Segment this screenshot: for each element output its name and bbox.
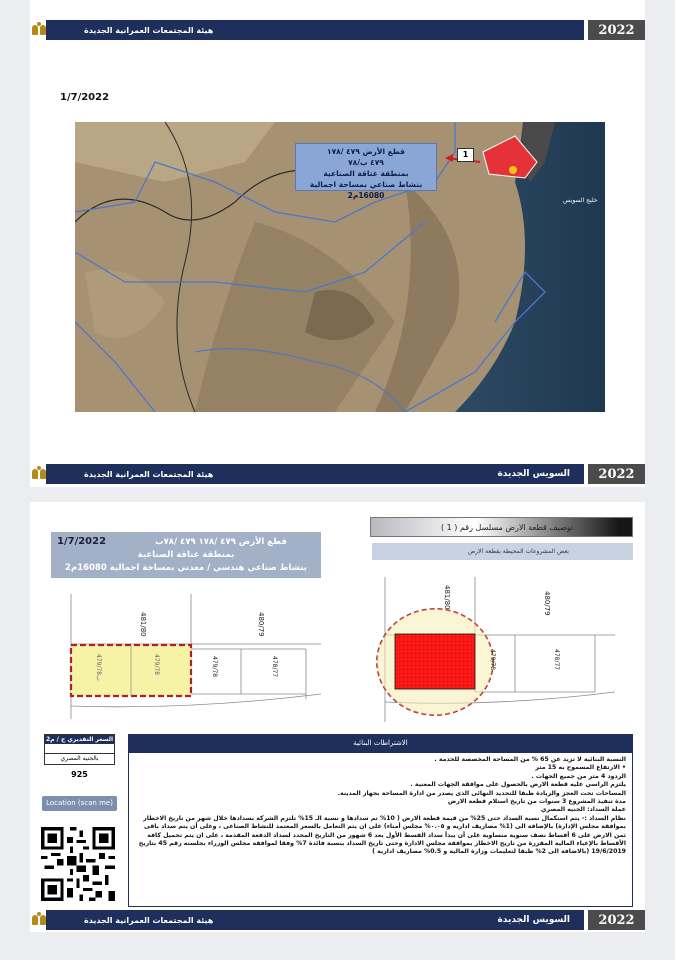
condition-line: مدة تنفيذ المشروع 3 سنوات من تاريخ استلام قطعة الارض — [447, 798, 626, 806]
footer-title-bar — [46, 910, 584, 930]
price-header — [44, 734, 115, 754]
location-scan-button[interactable]: Location (scan me) — [42, 796, 117, 811]
plot-label-478: 478/77 — [271, 656, 278, 678]
label-line-1: قطع الأرض ٤٧٩ /١٧٨ ٤٧٩ /٧٨ب — [155, 537, 287, 547]
label-line-3: بنشاط صناعي هندسي / معدني بمساحة اجمالية 16080م2 — [65, 563, 307, 573]
plot-label-box — [51, 532, 321, 578]
plot-label-479a: 479/78 — [153, 654, 160, 676]
sketch-left-graphic — [51, 594, 321, 719]
plot-label-479: 479/78 — [489, 649, 496, 671]
condition-line: النسبة البنائية لا تزيد عن 65 % من المساحة المخصصة للخدمة . — [434, 756, 626, 763]
conditions-list — [128, 752, 633, 907]
footer-bar — [30, 464, 645, 484]
header-title-bar — [46, 20, 584, 40]
callout-line-2: ٤٧٩ ب/٧٨ — [348, 158, 384, 167]
price-unit: بالجنيه المصري — [44, 754, 115, 765]
location-qr-code[interactable] — [38, 824, 118, 904]
org-name: هيئة المجتمعات العمرانية الجديدة — [84, 469, 214, 479]
plot-number-marker: 1 — [457, 148, 474, 162]
description-title: توصيف قطعة الارض مسلسل رقم ( 1 ) — [441, 522, 574, 532]
plot-label-479b: 479/78ب — [95, 654, 102, 681]
description-subtitle: بعض المشروعات المحيطة بقطعة الارض — [468, 548, 569, 555]
plot-label-480: 480/79 — [543, 591, 551, 616]
condition-line: عملة السداد: الجنيه المصري — [540, 806, 626, 814]
gulf-label: خليج السويس — [563, 197, 598, 204]
condition-line: المساحات تحت العجز والزيادة طبقا للتحديد النهائى الذى يصدر من ادارة المساحة بجهاز المدينة. — [337, 789, 626, 797]
plot-label-481: 481/80 — [139, 612, 147, 637]
price-header-label: السعر التقديري ج / م2 — [45, 736, 114, 743]
map-page — [30, 0, 645, 487]
plot-callout — [295, 143, 437, 200]
condition-line: نظام السداد :- يتم استكمال نسبة السداد حتى 25% من قيمة قطعة الارض ( 10% تم سدادها و نسبة الـ 15% تلتزم الشركة بسدادها خلال شهر من تاريخ الاخطار بموافقة مجلس الإدارة) بالإضافة الى (1% مصاريف اداريه و ٠.٠٥% مجلس أمناء) على ان يتم التعامل بالسعر المعتمد للنشاط الصناعى ، وعلى أن يتم سداد باقى ثمن الارض على 6 أقساط نصف سنوية متساوية على أن يبدأ سداد القسط الأول بعد 6 شهور من التاريخ المحدد لسداد الدفعة المقدمة ، على ان يتم تحميل كافة الأقساط بالإعباء المالية المقررة من تاريخ الاخطار بموافقة مجلس الادارة وحتى تاريخ السداد بنسبة فائدة 7% وفقا لموافقة مجلس الوزراء بجلسته رقم 45 بتاريخ 19/6/2019 (بالاضافة الى 2% طبقا لتعليمات وزارة المالية و 0.5% مصاريف ادارية ) — [138, 814, 626, 856]
plot-label-481: 481/80 — [443, 585, 451, 610]
sketch-right-graphic — [375, 577, 615, 722]
eagle-emblem-icon — [32, 22, 46, 38]
qr-code-icon — [38, 824, 118, 904]
plot-date: 1/7/2022 — [57, 536, 107, 547]
condition-line: الردود 4 متر من جميع الجهات . — [531, 772, 626, 780]
eagle-emblem-icon — [32, 466, 46, 482]
callout-line-4: بنشاط صناعي بمساحة اجمالية 16080م2 — [309, 180, 423, 200]
header-year: 2022 — [588, 20, 645, 40]
callout-line-3: بمنطقة عتاقة الصناعية — [323, 169, 409, 178]
condition-line: يلتزم الراسي عليه قطعة الارض بالحصول على موافقة الجهات المعنية . — [410, 781, 626, 789]
city-name: السويس الجديدة — [497, 915, 570, 925]
org-name: هيئة المجتمعات العمرانية الجديدة — [84, 915, 214, 925]
plot-sketch-left — [51, 594, 321, 719]
plot-sketch-right — [375, 577, 615, 722]
condition-line: • الارتفاع المسموح به 15 متر — [535, 764, 626, 772]
footer-bar — [30, 910, 645, 930]
description-page — [30, 502, 645, 932]
conditions-title: الاشتراطات البنائية — [128, 734, 633, 752]
plot-label-478: 478/77 — [553, 649, 560, 671]
callout-line-1: قطع الأرض ٤٧٩ /١٧٨ — [327, 147, 405, 156]
description-title-bar — [370, 517, 633, 537]
eagle-emblem-icon — [32, 912, 46, 928]
plot-label-479: 479/78 — [211, 656, 218, 678]
plot-label-480: 480/79 — [257, 612, 265, 637]
price-value: 925 — [71, 770, 88, 779]
map-date: 1/7/2022 — [60, 92, 110, 103]
footer-year: 2022 — [588, 464, 645, 484]
city-name: السويس الجديدة — [497, 469, 570, 479]
top-header-bar — [30, 20, 645, 40]
footer-year: 2022 — [588, 910, 645, 930]
footer-title-bar — [46, 464, 584, 484]
description-subtitle-bar — [372, 543, 633, 560]
org-name: هيئة المجتمعات العمرانية الجديدة — [84, 25, 214, 35]
label-line-2: بمنطقة عتاقة الصناعية — [137, 550, 235, 560]
